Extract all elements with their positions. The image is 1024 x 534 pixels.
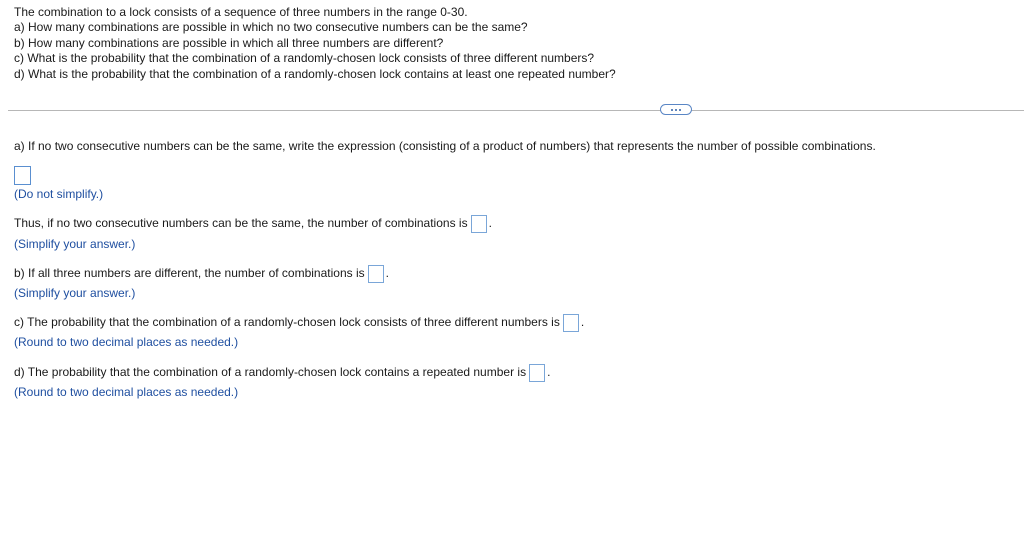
part-a-expression-input[interactable] [14,166,31,185]
part-b-hint: (Simplify your answer.) [14,286,136,300]
problem-statement [14,5,616,82]
part-c-hint: (Round to two decimal places as needed.) [14,335,239,349]
part-d-text: d) The probability that the combination of a randomly-chosen lock contains a repeated number is [14,365,527,380]
part-d-input[interactable] [529,364,545,382]
part-c-end: . [580,315,585,330]
problem-line-intro: The combination to a lock consists of a sequence of three numbers in the range 0-30. [14,5,468,19]
part-a-followup [14,215,492,233]
part-b-input[interactable] [368,265,384,283]
problem-line-c: c) What is the probability that the combination of a randomly-chosen lock consists of three different numbers? [14,51,595,66]
part-c-text: c) The probability that the combination of a randomly-chosen lock consists of three different numbers is [14,315,560,330]
part-b-question [14,265,389,283]
part-d-question [14,364,550,382]
problem-line-a: a) How many combinations are possible in which no two consecutive numbers can be the same? [14,20,528,35]
part-c-question [14,314,584,332]
expand-more-button[interactable] [660,104,692,115]
section-divider [8,110,1024,111]
more-dots-icon [671,109,681,111]
part-a-followup-end: . [488,216,492,231]
part-b-text: b) If all three numbers are different, the number of combinations is [14,266,365,281]
part-a-question: a) If no two consecutive numbers can be the same, write the expression (consisting of a product of numbers) that represents the number of possible combinations. [14,139,876,153]
problem-line-b: b) How many combinations are possible in which all three numbers are different? [14,35,444,50]
part-a-hint: (Do not simplify.) [14,187,104,201]
part-a-followup-text: Thus, if no two consecutive numbers can be the same, the number of combinations is [14,216,468,231]
part-c-input[interactable] [563,314,579,332]
part-b-end: . [385,266,389,281]
part-d-end: . [547,365,551,380]
part-a-count-input[interactable] [471,215,487,233]
part-d-hint: (Round to two decimal places as needed.) [14,385,239,399]
part-a-followup-hint: (Simplify your answer.) [14,237,136,251]
problem-line-d: d) What is the probability that the combination of a randomly-chosen lock contains at least one repeated number? [14,66,616,81]
